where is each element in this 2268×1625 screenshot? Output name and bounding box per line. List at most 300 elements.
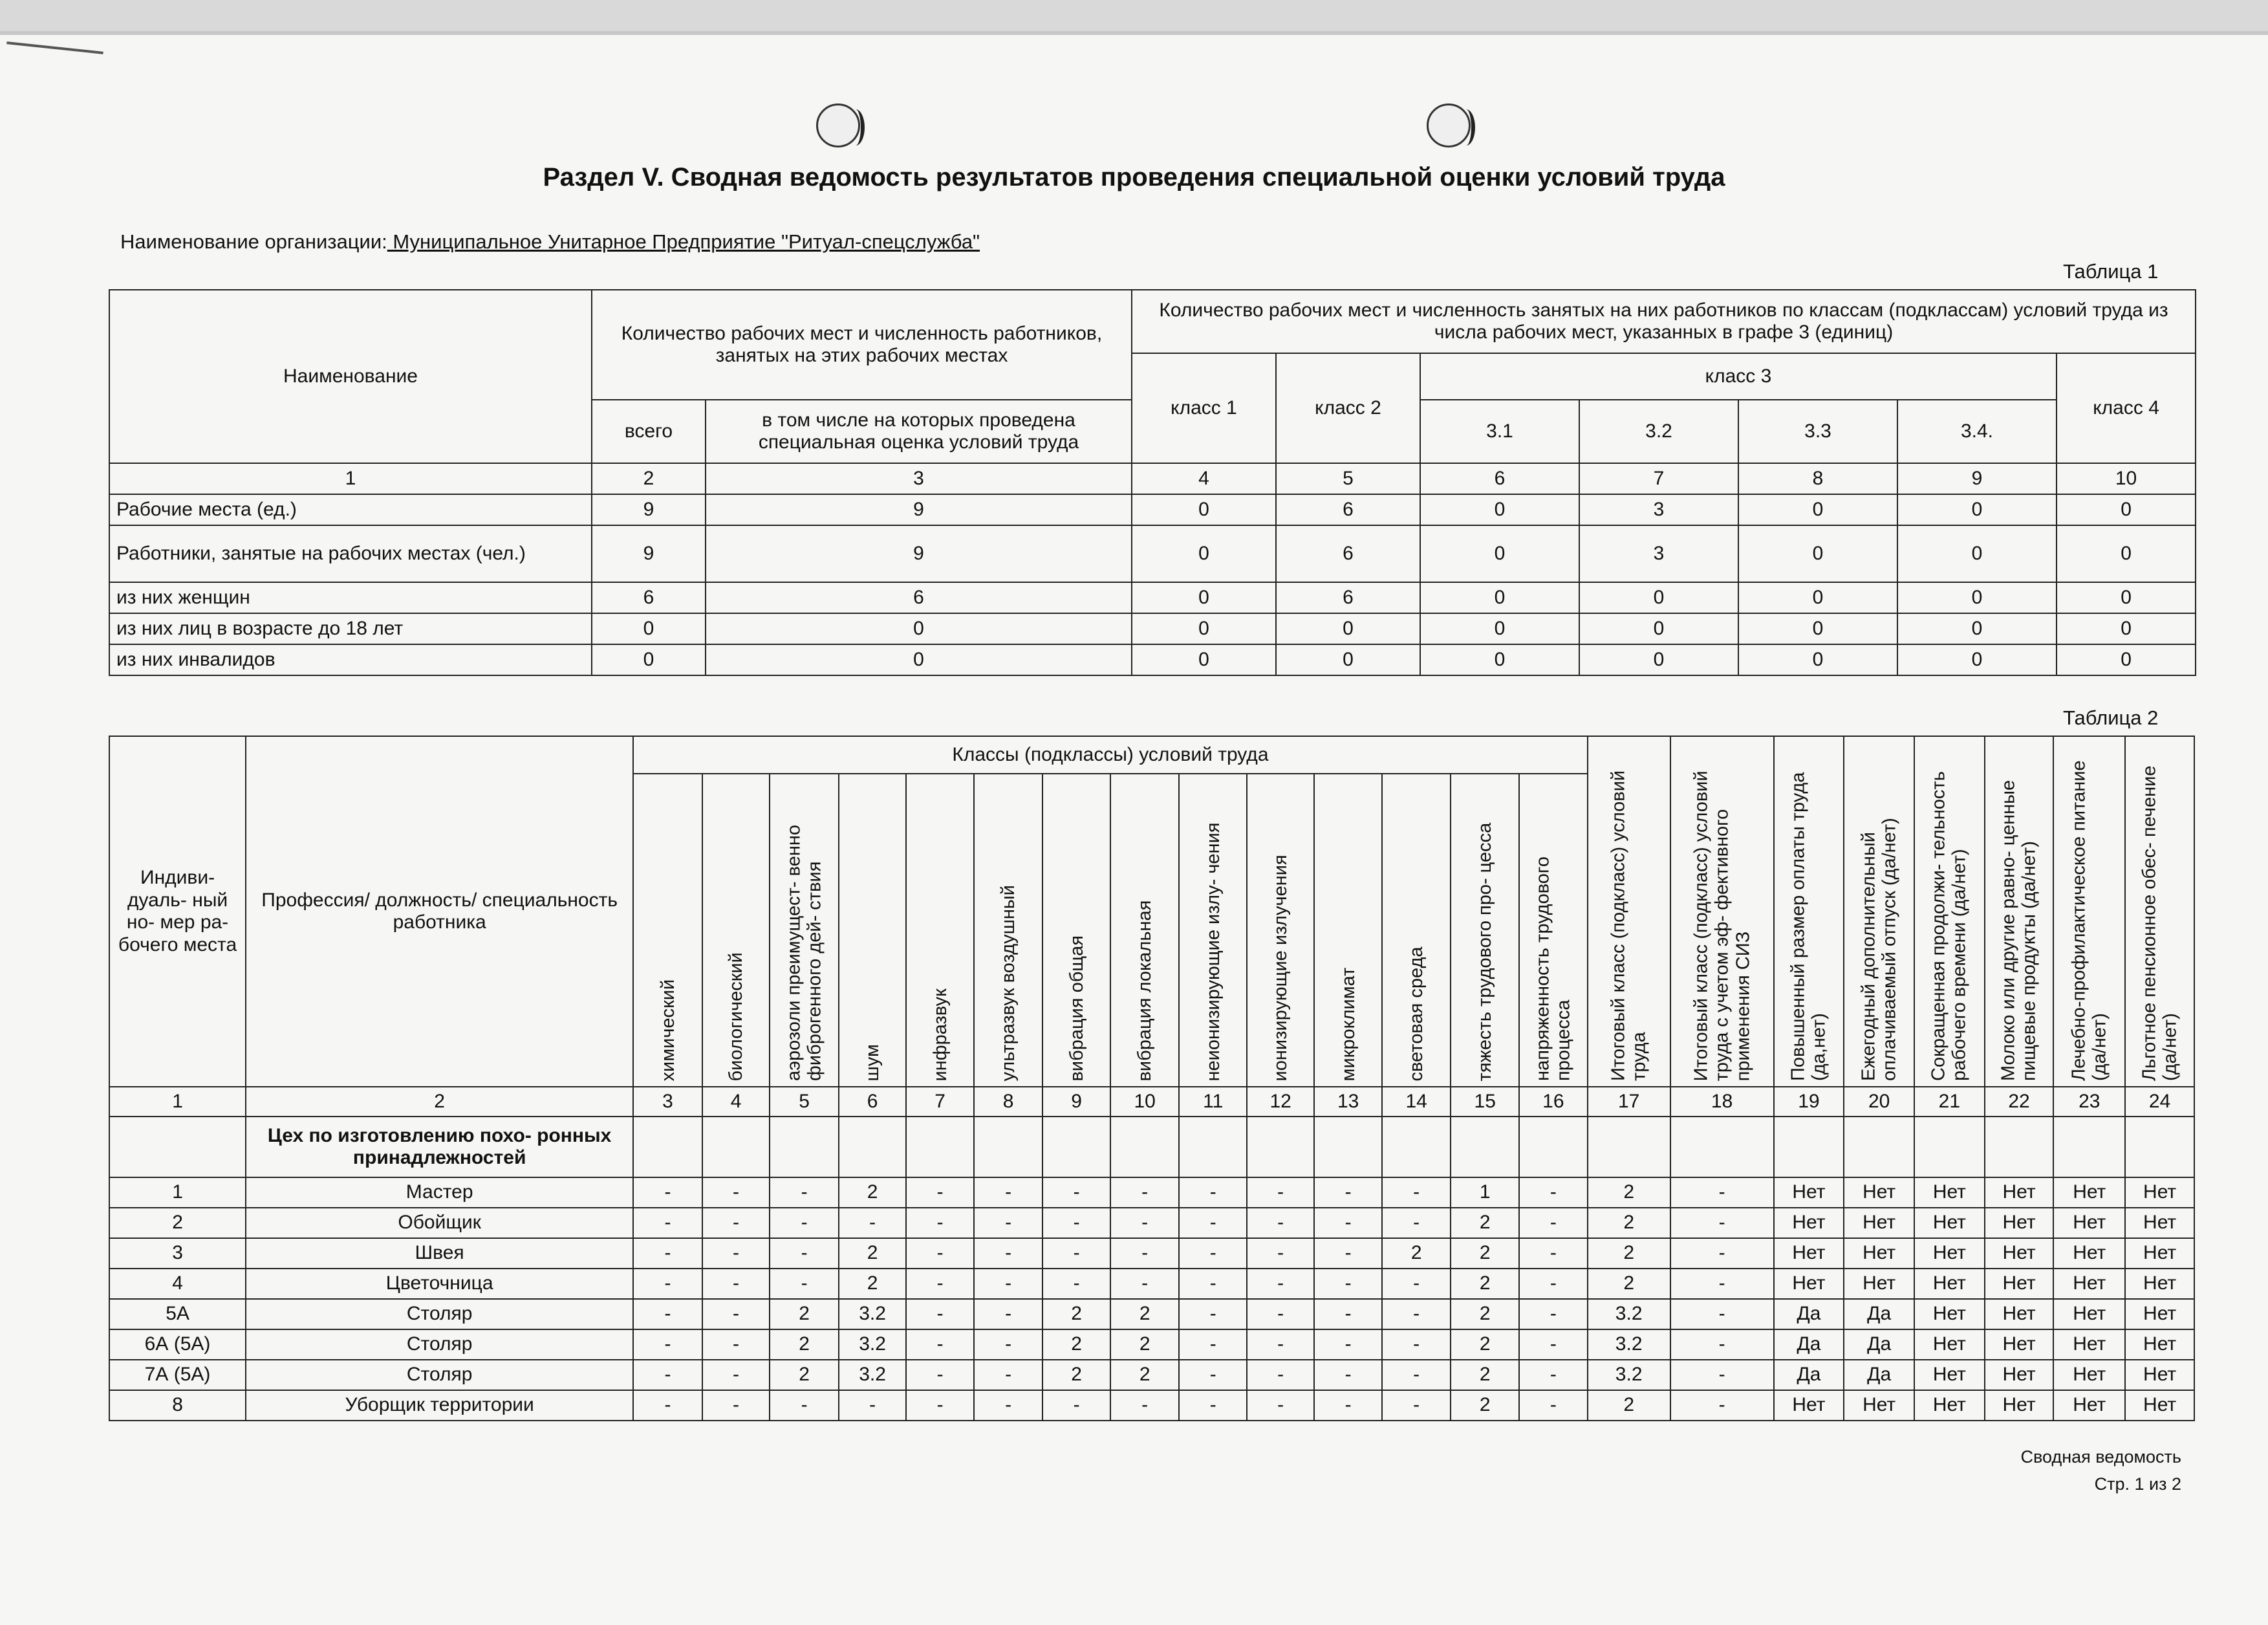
table-cell: - bbox=[1382, 1329, 1451, 1360]
table-cell: Да bbox=[1844, 1299, 1914, 1329]
table-cell: 0 bbox=[1276, 613, 1420, 644]
table-row bbox=[109, 1238, 2194, 1269]
table-cell: Нет bbox=[1914, 1208, 1985, 1238]
table-cell: Нет bbox=[2125, 1269, 2194, 1299]
table-cell: Нет bbox=[1985, 1299, 2054, 1329]
table-cell: Нет bbox=[1985, 1329, 2054, 1360]
column-number: 6 bbox=[839, 1087, 906, 1117]
table-cell: 3.2 bbox=[839, 1360, 906, 1390]
table-cell: - bbox=[633, 1360, 702, 1390]
table-cell: 6 bbox=[706, 582, 1132, 613]
column-number: 20 bbox=[1844, 1087, 1914, 1117]
column-number: 9 bbox=[1042, 1087, 1110, 1117]
scan-border-top bbox=[0, 0, 2268, 31]
profession-name: Столяр bbox=[246, 1299, 633, 1329]
profession-name: Столяр bbox=[246, 1360, 633, 1390]
vertical-header-text: биологический bbox=[725, 952, 746, 1081]
table-cell: - bbox=[633, 1238, 702, 1269]
table-cell: Нет bbox=[1774, 1177, 1844, 1208]
table-cell: Нет bbox=[2125, 1177, 2194, 1208]
profession-name: Столяр bbox=[246, 1329, 633, 1360]
table-cell: - bbox=[1247, 1269, 1314, 1299]
table-cell: - bbox=[906, 1177, 973, 1208]
table-cell: - bbox=[1519, 1329, 1588, 1360]
table-cell: 2 bbox=[1451, 1269, 1519, 1299]
table-cell: 3.2 bbox=[839, 1299, 906, 1329]
vertical-header bbox=[1774, 736, 1844, 1087]
vertical-header bbox=[1985, 736, 2054, 1087]
vertical-header bbox=[1179, 774, 1246, 1087]
table-cell: Нет bbox=[1774, 1269, 1844, 1299]
table-cell: 0 bbox=[1738, 644, 1897, 675]
table-cell: Нет bbox=[1985, 1177, 2054, 1208]
table-cell: - bbox=[702, 1208, 770, 1238]
table-cell: 0 bbox=[1738, 613, 1897, 644]
vertical-header-text: Повышенный размер оплаты труда (да,нет) bbox=[1787, 772, 1830, 1081]
vertical-header-text: шум bbox=[861, 1043, 883, 1081]
table-row bbox=[109, 1208, 2194, 1238]
table-cell: 1 bbox=[1451, 1177, 1519, 1208]
vertical-header bbox=[839, 774, 906, 1087]
table-cell: - bbox=[1519, 1360, 1588, 1390]
row-label: из них лиц в возрасте до 18 лет bbox=[109, 613, 592, 644]
table-cell: 0 bbox=[1738, 494, 1897, 525]
section-row bbox=[109, 1117, 2194, 1177]
table-cell: 6 bbox=[1276, 525, 1420, 582]
table-cell: - bbox=[1247, 1390, 1314, 1421]
vertical-header bbox=[2125, 736, 2194, 1087]
table-cell: 9 bbox=[592, 525, 706, 582]
table-cell: - bbox=[1110, 1238, 1180, 1269]
table-cell: - bbox=[1314, 1360, 1381, 1390]
table-cell: - bbox=[1247, 1177, 1314, 1208]
table-cell: - bbox=[1042, 1208, 1110, 1238]
table-row bbox=[109, 1177, 2194, 1208]
vertical-header-text: ультразвук воздушный bbox=[997, 884, 1019, 1081]
workplace-id: 8 bbox=[109, 1390, 246, 1421]
footer-page-number: Стр. 1 из 2 bbox=[2094, 1474, 2181, 1494]
table-cell: - bbox=[702, 1390, 770, 1421]
table-cell: - bbox=[1314, 1208, 1381, 1238]
table-cell: - bbox=[906, 1208, 973, 1238]
table-cell: 2 bbox=[1042, 1329, 1110, 1360]
table-cell: - bbox=[633, 1269, 702, 1299]
profession-name: Мастер bbox=[246, 1177, 633, 1208]
table-cell: - bbox=[1519, 1238, 1588, 1269]
table-cell: 0 bbox=[1420, 582, 1579, 613]
table-cell: 0 bbox=[1132, 613, 1276, 644]
workplace-id: 2 bbox=[109, 1208, 246, 1238]
table-cell: 0 bbox=[592, 613, 706, 644]
table-cell: - bbox=[1314, 1177, 1381, 1208]
vertical-header bbox=[1110, 774, 1180, 1087]
column-number: 12 bbox=[1247, 1087, 1314, 1117]
column-number: 1 bbox=[109, 1087, 246, 1117]
header-sub-3-4: 3.4. bbox=[1897, 400, 2057, 463]
table-cell: 2 bbox=[1451, 1329, 1519, 1360]
column-number: 23 bbox=[2053, 1087, 2125, 1117]
table-cell: - bbox=[974, 1208, 1043, 1238]
table-cell: 2 bbox=[1588, 1390, 1670, 1421]
table2-label: Таблица 2 bbox=[2063, 706, 2159, 729]
table-cell: - bbox=[1382, 1177, 1451, 1208]
table-cell: 0 bbox=[2057, 525, 2196, 582]
table-cell: - bbox=[702, 1238, 770, 1269]
column-number: 24 bbox=[2125, 1087, 2194, 1117]
table-cell: 0 bbox=[1420, 644, 1579, 675]
table-cell: - bbox=[633, 1390, 702, 1421]
vertical-header bbox=[1382, 774, 1451, 1087]
table-cell: - bbox=[1670, 1269, 1774, 1299]
table-cell: - bbox=[1519, 1390, 1588, 1421]
organization-name: Муниципальное Унитарное Предприятие "Ритуал-спецслужба" bbox=[387, 230, 980, 253]
table-cell: - bbox=[702, 1360, 770, 1390]
table-cell: Нет bbox=[1844, 1238, 1914, 1269]
column-numbers-row bbox=[109, 1087, 2194, 1117]
table-cell: - bbox=[906, 1329, 973, 1360]
table-cell: Нет bbox=[2053, 1329, 2125, 1360]
table-cell: - bbox=[974, 1329, 1043, 1360]
table-cell: 2 bbox=[1382, 1238, 1451, 1269]
column-number: 2 bbox=[246, 1087, 633, 1117]
table-cell: - bbox=[1042, 1238, 1110, 1269]
table-cell: - bbox=[1179, 1329, 1246, 1360]
table-cell: - bbox=[1042, 1269, 1110, 1299]
workplace-id: 6А (5А) bbox=[109, 1329, 246, 1360]
table-cell: - bbox=[906, 1269, 973, 1299]
table-cell: - bbox=[1110, 1208, 1180, 1238]
header-class4: класс 4 bbox=[2057, 353, 2196, 463]
table-cell: - bbox=[1247, 1208, 1314, 1238]
vertical-header-text: световая среда bbox=[1405, 946, 1427, 1081]
table-row bbox=[109, 1390, 2194, 1421]
table-cell: - bbox=[1179, 1269, 1246, 1299]
table-cell: Нет bbox=[1914, 1329, 1985, 1360]
table-row bbox=[109, 1269, 2194, 1299]
table-cell: - bbox=[1042, 1177, 1110, 1208]
vertical-header bbox=[770, 774, 839, 1087]
column-number: 15 bbox=[1451, 1087, 1519, 1117]
vertical-header-text: вибрация локальная bbox=[1134, 900, 1155, 1081]
table-cell: Нет bbox=[2053, 1177, 2125, 1208]
table-cell: - bbox=[974, 1177, 1043, 1208]
profession-name: Уборщик территории bbox=[246, 1390, 633, 1421]
vertical-header-text: Итоговый класс (подкласс) условий труда bbox=[1608, 770, 1650, 1081]
workplace-id: 4 bbox=[109, 1269, 246, 1299]
table-cell: - bbox=[1382, 1299, 1451, 1329]
column-number: 17 bbox=[1588, 1087, 1670, 1117]
table-cell: 0 bbox=[592, 644, 706, 675]
table-cell: - bbox=[1670, 1329, 1774, 1360]
table-cell: 0 bbox=[1897, 525, 2057, 582]
column-number: 22 bbox=[1985, 1087, 2054, 1117]
table-cell: Нет bbox=[1985, 1208, 2054, 1238]
column-number: 3 bbox=[706, 463, 1132, 494]
punch-hole bbox=[1427, 104, 1471, 147]
table-cell: 2 bbox=[1588, 1269, 1670, 1299]
summary-table-1 bbox=[109, 289, 2196, 676]
table-cell: - bbox=[1179, 1238, 1246, 1269]
table-cell: - bbox=[1519, 1269, 1588, 1299]
column-number: 10 bbox=[2057, 463, 2196, 494]
column-number: 7 bbox=[1579, 463, 1738, 494]
table-cell: 2 bbox=[770, 1299, 839, 1329]
table-cell: Нет bbox=[1774, 1390, 1844, 1421]
table-cell: - bbox=[770, 1208, 839, 1238]
profession-name: Цветочница bbox=[246, 1269, 633, 1299]
table-cell: Нет bbox=[2053, 1238, 2125, 1269]
table-cell: 2 bbox=[770, 1360, 839, 1390]
table-cell: 0 bbox=[2057, 582, 2196, 613]
table-cell: - bbox=[633, 1329, 702, 1360]
table-cell: Нет bbox=[1985, 1360, 2054, 1390]
vertical-header bbox=[1519, 774, 1588, 1087]
column-number: 19 bbox=[1774, 1087, 1844, 1117]
table-cell: Нет bbox=[1774, 1238, 1844, 1269]
table-cell: - bbox=[1314, 1269, 1381, 1299]
table-cell: 9 bbox=[706, 525, 1132, 582]
table-row bbox=[109, 494, 2196, 525]
vertical-header-text: химический bbox=[657, 979, 678, 1081]
vertical-header-text: Лечебно-профилактическое питание (да/нет) bbox=[2068, 760, 2110, 1081]
table-cell: - bbox=[1179, 1360, 1246, 1390]
table-cell: 3.2 bbox=[1588, 1360, 1670, 1390]
column-number: 8 bbox=[1738, 463, 1897, 494]
table-cell: - bbox=[906, 1360, 973, 1390]
table-row bbox=[109, 644, 2196, 675]
column-number: 8 bbox=[974, 1087, 1043, 1117]
workplace-id: 1 bbox=[109, 1177, 246, 1208]
table-cell: 3 bbox=[1579, 494, 1738, 525]
table-cell: 3 bbox=[1579, 525, 1738, 582]
table-cell: Нет bbox=[1914, 1360, 1985, 1390]
vertical-header-text: Молоко или другие равно- ценные пищевые продукты (да/нет) bbox=[1998, 780, 2040, 1081]
workplace-id: 3 bbox=[109, 1238, 246, 1269]
table-cell: Нет bbox=[2053, 1299, 2125, 1329]
column-number: 16 bbox=[1519, 1087, 1588, 1117]
section-title: Цех по изготовлению похо- ронных принадлежностей bbox=[246, 1117, 633, 1177]
table-cell: 2 bbox=[1110, 1360, 1180, 1390]
vertical-header bbox=[906, 774, 973, 1087]
table-cell: 2 bbox=[1588, 1238, 1670, 1269]
table-cell: Нет bbox=[2053, 1390, 2125, 1421]
table-cell: - bbox=[1110, 1177, 1180, 1208]
table-cell: Нет bbox=[2125, 1390, 2194, 1421]
table-cell: - bbox=[1382, 1360, 1451, 1390]
column-number: 2 bbox=[592, 463, 706, 494]
column-number: 5 bbox=[770, 1087, 839, 1117]
table-cell: 0 bbox=[1738, 525, 1897, 582]
table-cell: - bbox=[1382, 1269, 1451, 1299]
table-cell: Да bbox=[1844, 1360, 1914, 1390]
table-cell: 2 bbox=[1451, 1390, 1519, 1421]
column-number: 18 bbox=[1670, 1087, 1774, 1117]
organization-line bbox=[120, 230, 980, 254]
table-cell: 0 bbox=[1276, 644, 1420, 675]
vertical-header bbox=[633, 774, 702, 1087]
header-name: Наименование bbox=[109, 290, 592, 463]
table-cell: - bbox=[770, 1238, 839, 1269]
table-cell: 2 bbox=[839, 1269, 906, 1299]
table-cell: Нет bbox=[1914, 1177, 1985, 1208]
header-class2: класс 2 bbox=[1276, 353, 1420, 463]
table-cell: 0 bbox=[706, 644, 1132, 675]
vertical-header-text: неионизирующие излу- чения bbox=[1202, 822, 1224, 1081]
table-cell: 2 bbox=[1451, 1360, 1519, 1390]
table-row bbox=[109, 582, 2196, 613]
table-row bbox=[109, 1329, 2194, 1360]
table-cell: - bbox=[974, 1360, 1043, 1390]
vertical-header bbox=[1914, 736, 1985, 1087]
table-cell: 6 bbox=[592, 582, 706, 613]
table-cell: - bbox=[702, 1299, 770, 1329]
table-cell: - bbox=[1247, 1329, 1314, 1360]
table-cell: 2 bbox=[1110, 1299, 1180, 1329]
table-cell: Нет bbox=[1844, 1177, 1914, 1208]
table-cell: 3.2 bbox=[1588, 1329, 1670, 1360]
table-cell: Нет bbox=[1914, 1238, 1985, 1269]
table-cell: Нет bbox=[2125, 1208, 2194, 1238]
vertical-header bbox=[1844, 736, 1914, 1087]
column-number: 21 bbox=[1914, 1087, 1985, 1117]
vertical-header bbox=[1314, 774, 1381, 1087]
table-cell: - bbox=[1247, 1238, 1314, 1269]
table-cell: - bbox=[633, 1208, 702, 1238]
column-number: 6 bbox=[1420, 463, 1579, 494]
table-cell: - bbox=[974, 1299, 1043, 1329]
vertical-header bbox=[1588, 736, 1670, 1087]
table-cell: Да bbox=[1774, 1360, 1844, 1390]
header-workplace-id: Индиви- дуаль- ный но- мер ра- бочего места bbox=[109, 736, 246, 1087]
table-cell: - bbox=[702, 1269, 770, 1299]
table-cell: Нет bbox=[1774, 1208, 1844, 1238]
header-sub-3-2: 3.2 bbox=[1579, 400, 1738, 463]
table-cell: - bbox=[1670, 1390, 1774, 1421]
table-cell: - bbox=[1179, 1177, 1246, 1208]
table-cell: 0 bbox=[1579, 582, 1738, 613]
table-cell: 0 bbox=[706, 613, 1132, 644]
vertical-header bbox=[702, 774, 770, 1087]
table-row bbox=[109, 525, 2196, 582]
table-cell: - bbox=[1670, 1208, 1774, 1238]
column-number: 10 bbox=[1110, 1087, 1180, 1117]
table-cell: 2 bbox=[1110, 1329, 1180, 1360]
header-sub-3-1: 3.1 bbox=[1420, 400, 1579, 463]
column-number: 13 bbox=[1314, 1087, 1381, 1117]
column-number: 1 bbox=[109, 463, 592, 494]
table-cell: - bbox=[770, 1269, 839, 1299]
table-cell: - bbox=[1519, 1177, 1588, 1208]
table-cell: 0 bbox=[1579, 613, 1738, 644]
header-class3: класс 3 bbox=[1420, 353, 2057, 400]
table-cell: - bbox=[906, 1238, 973, 1269]
table-cell: - bbox=[702, 1177, 770, 1208]
row-label: Рабочие места (ед.) bbox=[109, 494, 592, 525]
table-cell: - bbox=[1042, 1390, 1110, 1421]
vertical-header-text: Итоговый класс (подкласс) условий труда с учетом эф- фективного применения СИЗ bbox=[1690, 770, 1753, 1081]
table-cell: 0 bbox=[1132, 494, 1276, 525]
table-cell: - bbox=[1110, 1269, 1180, 1299]
table-cell: 0 bbox=[1897, 582, 2057, 613]
table-cell: Да bbox=[1774, 1329, 1844, 1360]
vertical-header-text: микроклимат bbox=[1337, 967, 1359, 1081]
table-cell: 6 bbox=[1276, 494, 1420, 525]
table-cell: Нет bbox=[2125, 1360, 2194, 1390]
summary-table-2 bbox=[109, 736, 2195, 1421]
table-cell: - bbox=[1670, 1177, 1774, 1208]
footer-doc-name: Сводная ведомость bbox=[2020, 1447, 2181, 1467]
table-cell: 0 bbox=[1579, 644, 1738, 675]
profession-name: Швея bbox=[246, 1238, 633, 1269]
vertical-header bbox=[1042, 774, 1110, 1087]
table-cell: - bbox=[1247, 1299, 1314, 1329]
vertical-header-text: тяжесть трудового про- цесса bbox=[1474, 822, 1495, 1081]
table1-label: Таблица 1 bbox=[2063, 260, 2159, 283]
table-cell: Нет bbox=[1985, 1269, 2054, 1299]
profession-name: Обойщик bbox=[246, 1208, 633, 1238]
column-number: 4 bbox=[702, 1087, 770, 1117]
table-cell: 2 bbox=[839, 1238, 906, 1269]
table-cell: Да bbox=[1774, 1299, 1844, 1329]
table-cell: 2 bbox=[839, 1177, 906, 1208]
table-cell: - bbox=[974, 1238, 1043, 1269]
table-cell: 0 bbox=[1420, 613, 1579, 644]
table-cell: - bbox=[974, 1269, 1043, 1299]
table-cell: - bbox=[1179, 1390, 1246, 1421]
table-cell: - bbox=[839, 1208, 906, 1238]
vertical-header-text: инфразвук bbox=[929, 988, 951, 1081]
table-cell: 0 bbox=[2057, 494, 2196, 525]
page-footer bbox=[2020, 1444, 2181, 1498]
table-cell: Нет bbox=[2125, 1238, 2194, 1269]
table-cell: - bbox=[633, 1299, 702, 1329]
table-cell: Нет bbox=[1844, 1390, 1914, 1421]
header-total: всего bbox=[592, 400, 706, 463]
row-label: из них инвалидов bbox=[109, 644, 592, 675]
table-row bbox=[109, 613, 2196, 644]
row-label: из них женщин bbox=[109, 582, 592, 613]
table-cell: 2 bbox=[1588, 1208, 1670, 1238]
table-cell: 2 bbox=[1588, 1177, 1670, 1208]
table-cell: - bbox=[1314, 1390, 1381, 1421]
table-cell: Да bbox=[1844, 1329, 1914, 1360]
table-cell: 0 bbox=[1132, 644, 1276, 675]
table-cell: - bbox=[839, 1390, 906, 1421]
column-number: 3 bbox=[633, 1087, 702, 1117]
table-cell: - bbox=[1247, 1360, 1314, 1390]
table-cell: Нет bbox=[1985, 1390, 2054, 1421]
table-cell: 2 bbox=[1451, 1208, 1519, 1238]
scan-mark bbox=[6, 41, 103, 54]
column-number: 11 bbox=[1179, 1087, 1246, 1117]
table-cell: 0 bbox=[1132, 525, 1276, 582]
header-assessed: в том числе на которых проведена специальная оценка условий труда bbox=[706, 400, 1132, 463]
column-number: 5 bbox=[1276, 463, 1420, 494]
table-cell: 2 bbox=[1451, 1299, 1519, 1329]
table-cell: Нет bbox=[1914, 1269, 1985, 1299]
scan-edge bbox=[0, 31, 2268, 35]
header-profession: Профессия/ должность/ специальность работника bbox=[246, 736, 633, 1087]
table-cell: 2 bbox=[770, 1329, 839, 1360]
table-cell: Нет bbox=[2125, 1299, 2194, 1329]
column-numbers-row bbox=[109, 463, 2196, 494]
table-cell: Нет bbox=[1985, 1238, 2054, 1269]
table-cell: - bbox=[1110, 1390, 1180, 1421]
table-cell: 2 bbox=[1042, 1299, 1110, 1329]
table-cell: - bbox=[1670, 1360, 1774, 1390]
vertical-header-text: аэрозоли преимущест- венно фиброгенного дей- ствия bbox=[783, 825, 825, 1081]
workplace-id: 7А (5А) bbox=[109, 1360, 246, 1390]
